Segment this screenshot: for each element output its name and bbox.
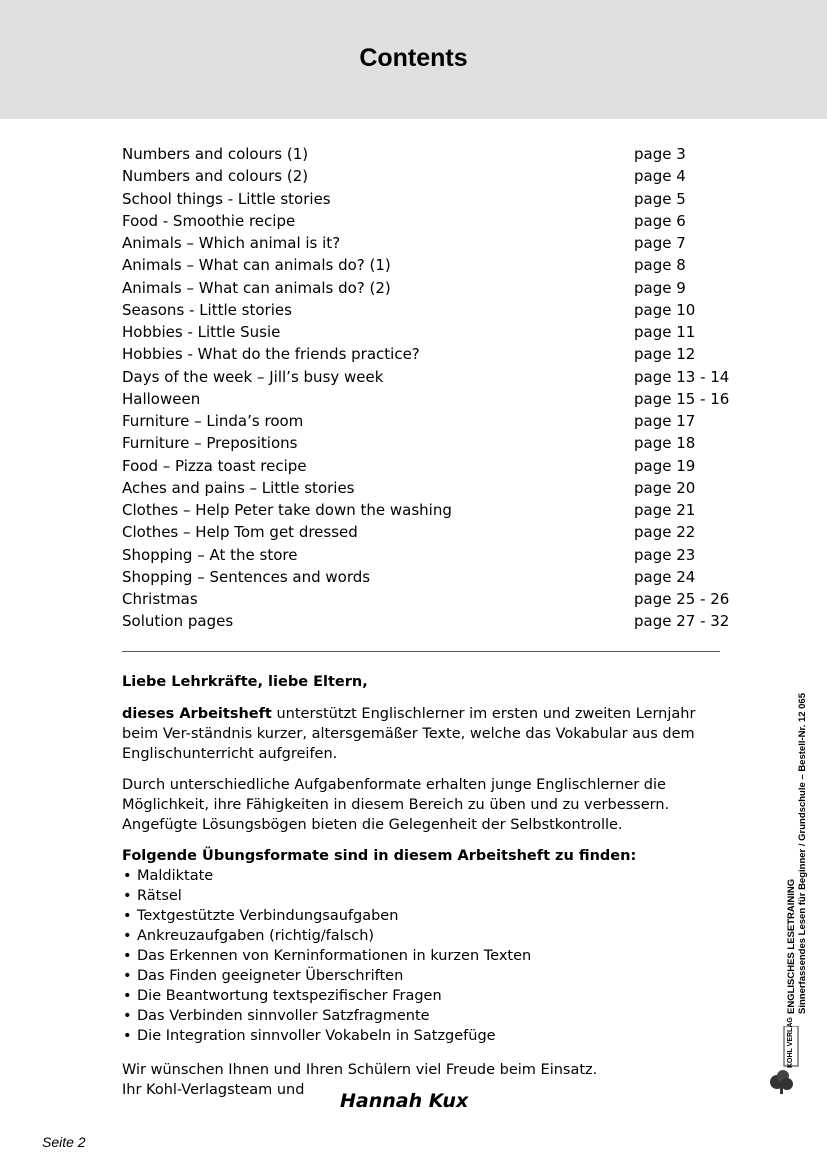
list-item: • Maldiktate bbox=[122, 866, 722, 886]
toc-page-number: page 24 bbox=[634, 567, 696, 586]
list-item: • Das Erkennen von Kerninformationen in kurzen Texten bbox=[122, 946, 722, 966]
list-item: • Rätsel bbox=[122, 886, 722, 906]
toc-title: Furniture – Prepositions bbox=[122, 434, 298, 453]
toc-row bbox=[122, 522, 722, 544]
toc-page-number: page 22 bbox=[634, 523, 696, 542]
toc-row bbox=[122, 144, 722, 166]
intro-text: unterstützt Englischlerner im ersten und zweiten Lernjahr beim Ver-ständnis kurzer, altersgemäßer Texte, welche das Vokabular aus dem Englischunterricht aufgreifen. bbox=[122, 706, 696, 762]
toc-row bbox=[122, 589, 730, 611]
toc-row bbox=[122, 411, 722, 433]
list-item: • Die Integration sinnvoller Vokabeln in Satzgefüge bbox=[122, 1026, 722, 1046]
toc-title: School things - Little stories bbox=[122, 189, 331, 208]
toc-title: Numbers and colours (2) bbox=[122, 167, 309, 186]
table-of-contents bbox=[122, 144, 730, 634]
letter-body bbox=[122, 672, 722, 1100]
list-item: • Die Beantwortung textspezifischer Fragen bbox=[122, 986, 722, 1006]
toc-page-number: page 25 - 26 bbox=[634, 590, 730, 608]
toc-title: Hobbies - What do the friends practice? bbox=[122, 345, 420, 364]
toc-title: Christmas bbox=[122, 590, 198, 608]
toc-page-number: page 5 bbox=[634, 189, 686, 208]
sender-line: Ihr Kohl-Verlagsteam und bbox=[122, 1082, 305, 1098]
toc-page-number: page 9 bbox=[634, 278, 686, 297]
toc-row bbox=[122, 255, 722, 277]
toc-row bbox=[122, 456, 722, 478]
toc-page-number: page 15 - 16 bbox=[634, 389, 730, 408]
toc-page-number: page 19 bbox=[634, 456, 696, 475]
list-item: • Das Verbinden sinnvoller Satzfragmente bbox=[122, 1006, 722, 1026]
page-title: Contents bbox=[359, 44, 468, 72]
toc-title: Shopping – At the store bbox=[122, 545, 298, 564]
divider bbox=[122, 651, 720, 652]
intro-paragraph bbox=[122, 704, 722, 764]
toc-title: Shopping – Sentences and words bbox=[122, 567, 371, 586]
toc-page-number: page 3 bbox=[634, 145, 686, 163]
toc-title: Food - Smoothie recipe bbox=[122, 211, 296, 230]
list-item: • Textgestützte Verbindungsaufgaben bbox=[122, 906, 722, 926]
series-title: ENGLISCHES LESETRAINING bbox=[786, 878, 797, 1014]
toc-row bbox=[122, 322, 722, 344]
toc-page-number: page 4 bbox=[634, 167, 686, 186]
toc-title: Food – Pizza toast recipe bbox=[122, 456, 307, 475]
toc-title: Days of the week – Jill’s busy week bbox=[122, 367, 384, 386]
toc-row bbox=[122, 389, 730, 411]
publisher-logo-icon bbox=[767, 1017, 803, 1094]
toc-page-number: page 7 bbox=[634, 234, 686, 252]
toc-title: Animals – Which animal is it? bbox=[122, 234, 341, 252]
formats-paragraph: Durch unterschiedliche Aufgabenformate erhalten junge Englischlerner die Möglichkeit, ihre Fähigkeiten in diesem Bereich zu üben und zu verbessern. Angefügte Lösungsbögen bieten die Gelegenheit der Selbstkontrolle. bbox=[122, 777, 670, 833]
closing-line: Wir wünschen Ihnen und Ihren Schülern viel Freude beim Einsatz. bbox=[122, 1062, 598, 1078]
toc-page-number: page 8 bbox=[634, 256, 686, 275]
toc-page-number: page 11 bbox=[634, 323, 696, 341]
toc-page-number: page 21 bbox=[634, 501, 696, 519]
toc-title: Clothes – Help Tom get dressed bbox=[122, 523, 358, 542]
formats-list bbox=[122, 866, 722, 1046]
toc-row bbox=[122, 478, 722, 500]
toc-row bbox=[122, 611, 730, 633]
intro-bold: dieses Arbeitsheft bbox=[122, 706, 272, 722]
toc-row bbox=[122, 278, 722, 300]
toc-page-number: page 13 - 14 bbox=[634, 367, 730, 386]
toc-row bbox=[122, 300, 722, 322]
toc-row bbox=[122, 567, 722, 589]
toc-row bbox=[122, 344, 722, 366]
toc-title: Aches and pains – Little stories bbox=[122, 478, 355, 497]
toc-title: Solution pages bbox=[122, 612, 234, 631]
toc-title: Animals – What can animals do? (2) bbox=[122, 278, 391, 297]
toc-page-number: page 6 bbox=[634, 211, 686, 230]
publisher-name: KOHL VERLAG bbox=[787, 1017, 794, 1068]
toc-title: Clothes – Help Peter take down the washing bbox=[122, 501, 452, 519]
toc-row bbox=[122, 545, 722, 567]
toc-title: Seasons - Little stories bbox=[122, 300, 292, 319]
series-subtitle: Sinnerfassendes Lesen für Beginner / Grundschule – Bestell-Nr. 12 065 bbox=[797, 692, 808, 1014]
toc-title: Halloween bbox=[122, 389, 201, 408]
salutation: Liebe Lehrkräfte, liebe Eltern, bbox=[122, 674, 368, 690]
page-header bbox=[0, 0, 827, 119]
toc-title: Hobbies - Little Susie bbox=[122, 323, 281, 341]
list-item: • Ankreuzaufgaben (richtig/falsch) bbox=[122, 926, 722, 946]
toc-row bbox=[122, 166, 722, 188]
toc-page-number: page 23 bbox=[634, 545, 696, 564]
toc-page-number: page 27 - 32 bbox=[634, 612, 730, 631]
toc-page-number: page 18 bbox=[634, 434, 696, 453]
toc-row bbox=[122, 433, 722, 455]
toc-title: Numbers and colours (1) bbox=[122, 145, 309, 163]
toc-row bbox=[122, 367, 730, 389]
toc-page-number: page 12 bbox=[634, 345, 696, 364]
toc-row bbox=[122, 189, 722, 211]
toc-page-number: page 17 bbox=[634, 412, 696, 430]
formats-heading: Folgende Übungsformate sind in diesem Arbeitsheft zu finden: bbox=[122, 848, 637, 864]
page-number: Seite 2 bbox=[42, 1134, 86, 1150]
toc-row bbox=[122, 500, 722, 522]
toc-title: Animals – What can animals do? (1) bbox=[122, 256, 391, 275]
signature: Hannah Kux bbox=[340, 1090, 469, 1112]
toc-row bbox=[122, 211, 722, 233]
toc-row bbox=[122, 233, 722, 255]
list-item: • Das Finden geeigneter Überschriften bbox=[122, 966, 722, 986]
toc-page-number: page 20 bbox=[634, 478, 696, 497]
toc-page-number: page 10 bbox=[634, 300, 696, 319]
side-imprint bbox=[786, 654, 818, 1014]
toc-title: Furniture – Linda’s room bbox=[122, 412, 304, 430]
